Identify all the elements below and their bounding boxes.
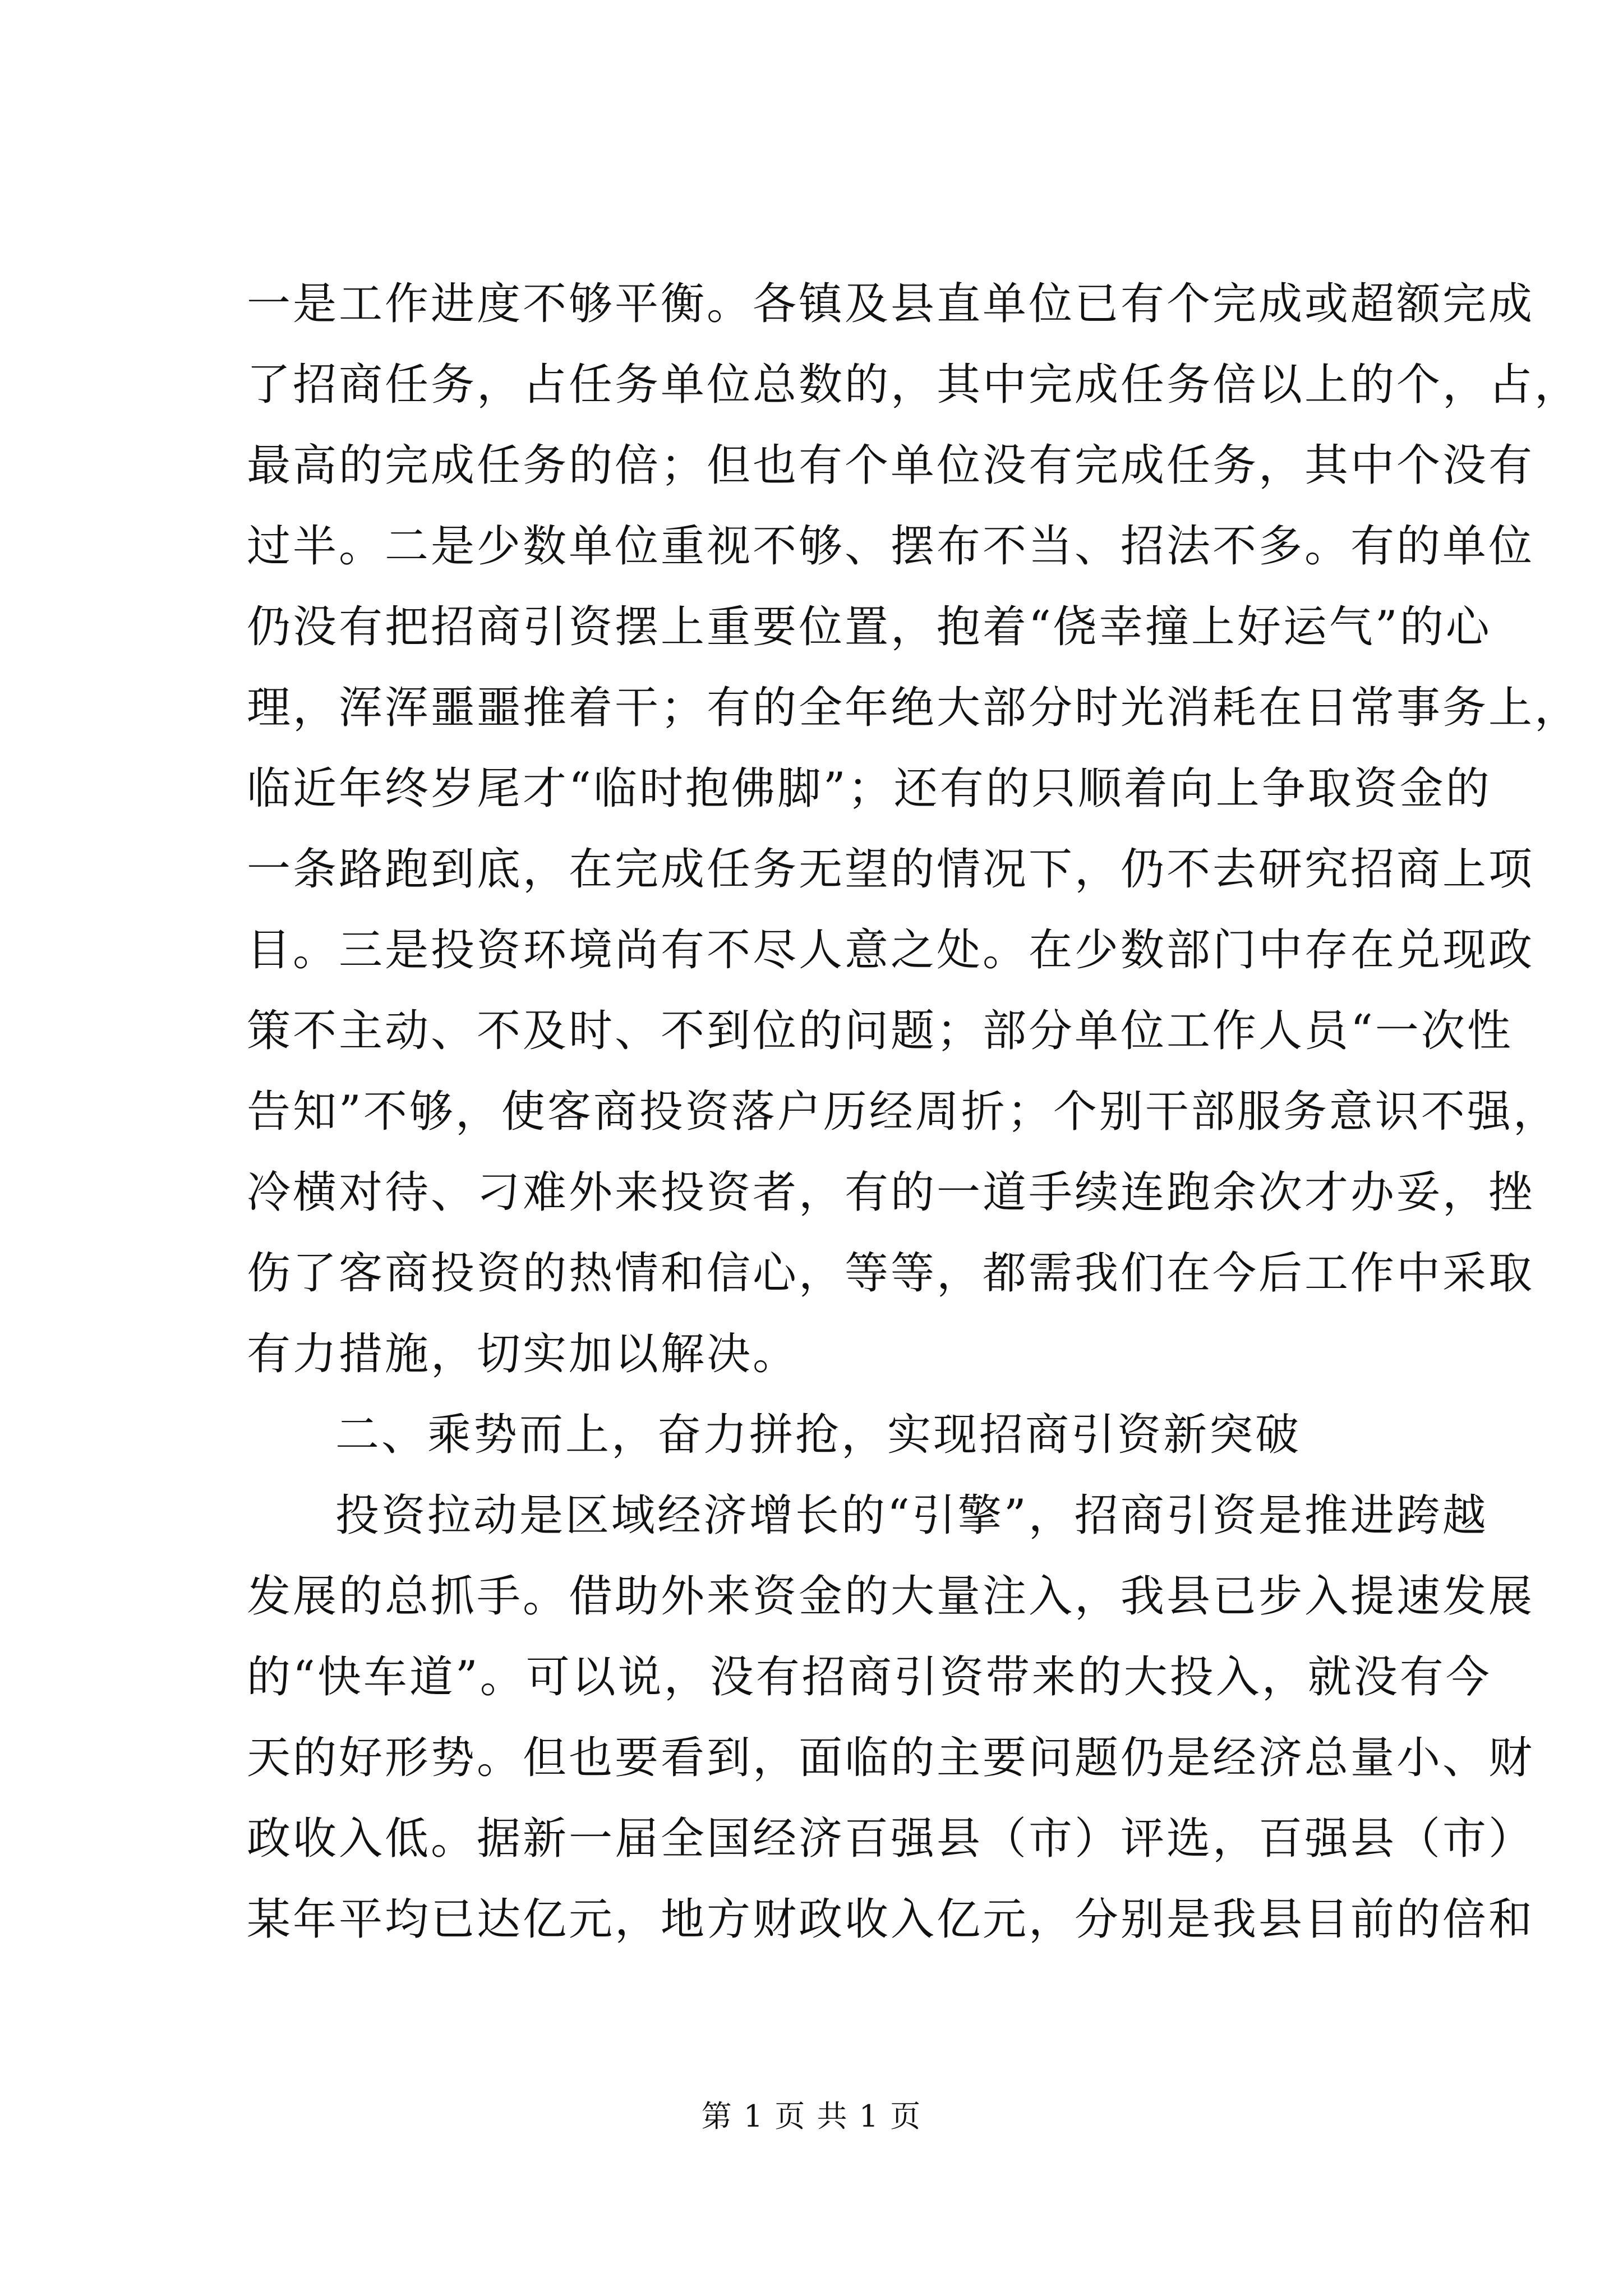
body-line: 投资拉动是区域经济增长的“引擎”，招商引资是推进跨越	[335, 1490, 1488, 1541]
body-line: 仍没有把招商引资摆上重要位置，抱着“侥幸撞上好运气”的心	[247, 602, 1492, 652]
body-line: 政收入低。据新一届全国经济百强县（市）评选，百强县（市）	[247, 1814, 1535, 1864]
body-line: 伤了客商投资的热情和信心，等等，都需我们在今后工作中采取	[247, 1248, 1535, 1299]
body-line: 一条路跑到底，在完成任务无望的情况下，仍不去研究招商上项	[247, 844, 1535, 895]
body-line: 一是工作进度不够平衡。各镇及县直单位已有个完成或超额完成	[247, 279, 1535, 329]
body-line: 有力措施，切实加以解决。	[247, 1329, 799, 1379]
page-footer: 第 1 页 共 1 页	[701, 2099, 922, 2134]
body-line: 的“快车道”。可以说，没有招商引资带来的大投入，就没有今	[247, 1652, 1492, 1703]
body-line: 某年平均已达亿元，地方财政收入亿元，分别是我县目前的倍和	[247, 1894, 1535, 1945]
body-line: 最高的完成任务的倍；但也有个单位没有完成任务，其中个没有	[247, 440, 1535, 491]
body-line: 理，浑浑噩噩推着干；有的全年绝大部分时光消耗在日常事务上，	[247, 683, 1581, 733]
body-line: 了招商任务，占任务单位总数的，其中完成任务倍以上的个，占，	[247, 360, 1581, 410]
body-line: 天的好形势。但也要看到，面临的主要问题仍是经济总量小、财	[247, 1733, 1535, 1783]
body-line: 临近年终岁尾才“临时抱佛脚”；还有的只顺着向上争取资金的	[247, 763, 1492, 814]
body-line: 告知”不够，使客商投资落户历经周折；个别干部服务意识不强，	[247, 1087, 1559, 1137]
body-line: 冷横对待、刁难外来投资者，有的一道手续连跑余次才办妥，挫	[247, 1167, 1535, 1218]
body-line: 策不主动、不及时、不到位的问题；部分单位工作人员“一次性	[247, 1006, 1513, 1056]
body-line: 过半。二是少数单位重视不够、摆布不当、招法不多。有的单位	[247, 521, 1535, 572]
section-heading: 二、乘势而上，奋力拼抢，实现招商引资新突破	[335, 1410, 1302, 1460]
body-line: 发展的总抓手。借助外来资金的大量注入，我县已步入提速发展	[247, 1571, 1535, 1622]
body-line: 目。三是投资环境尚有不尽人意之处。在少数部门中存在兑现政	[247, 925, 1535, 976]
document-body	[247, 264, 1581, 1960]
